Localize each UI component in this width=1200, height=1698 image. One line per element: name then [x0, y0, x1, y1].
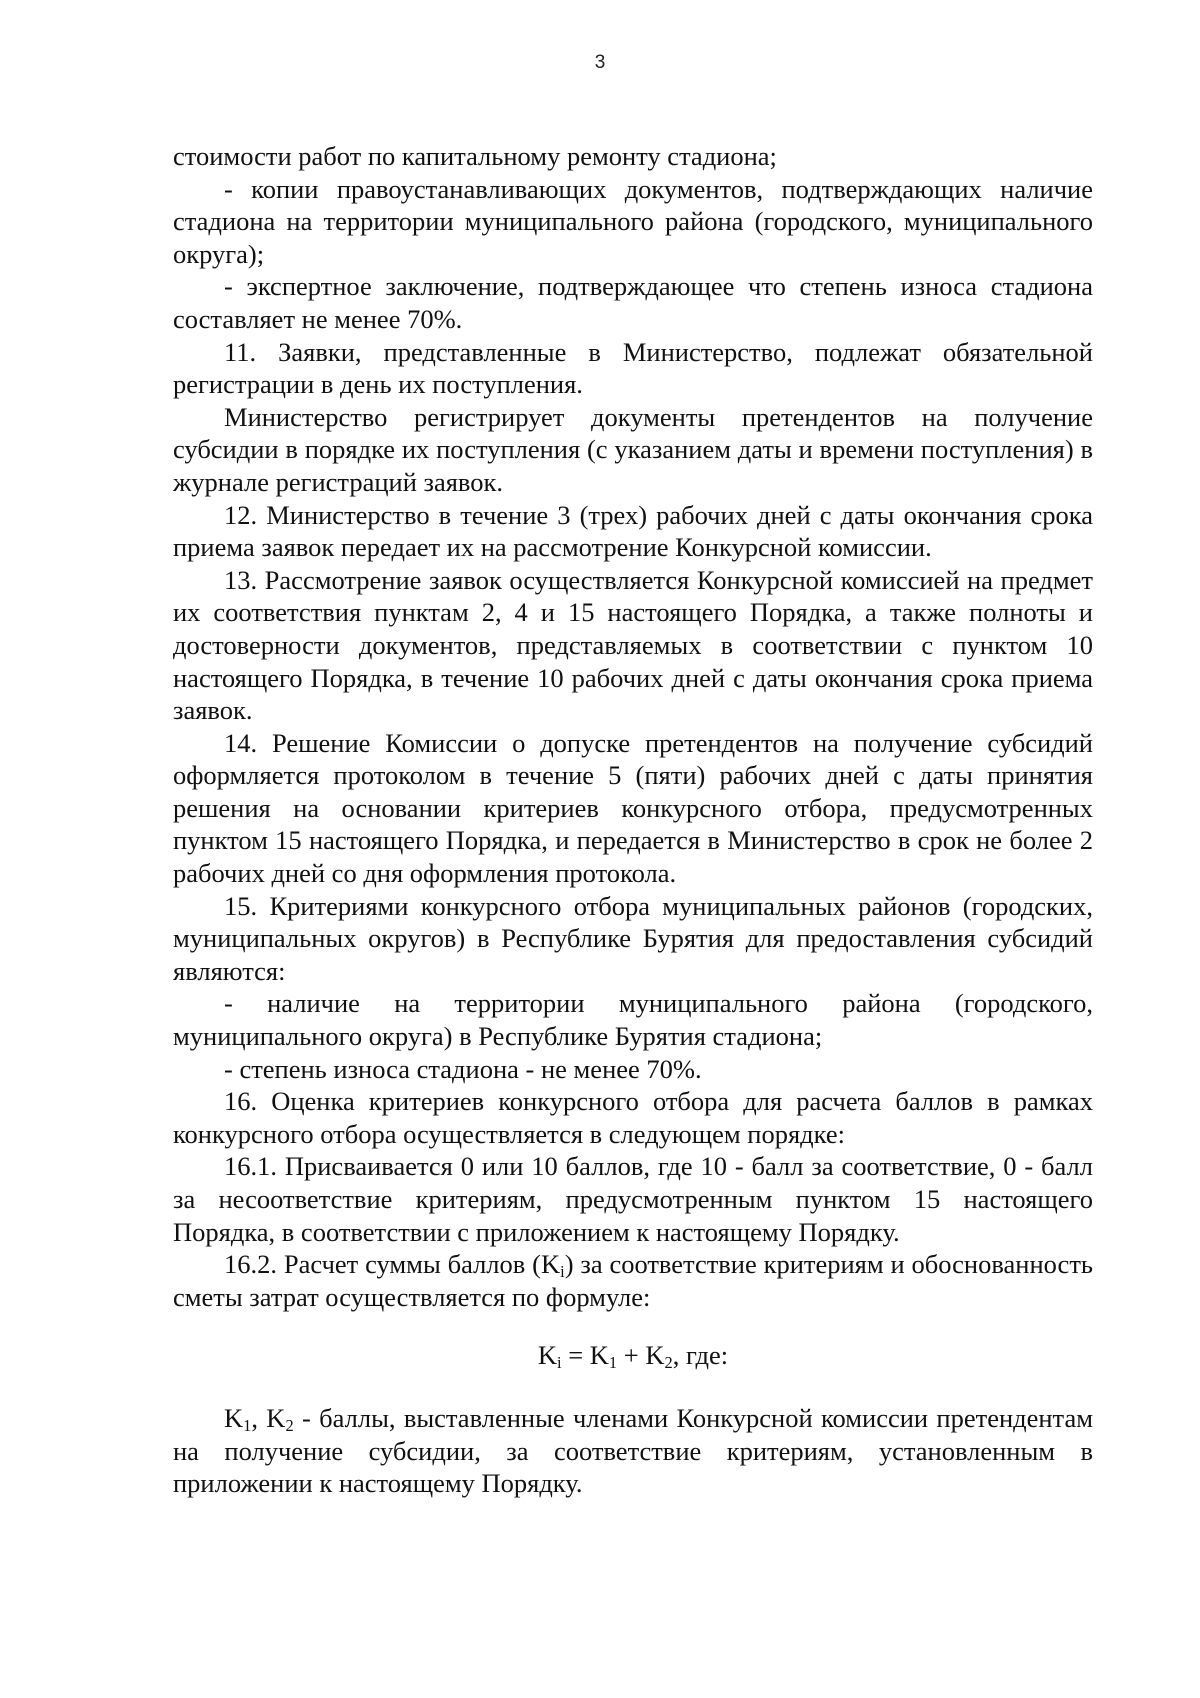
paragraph-16-1: 16.1. Присваивается 0 или 10 баллов, где 10 - балл за соответствие, 0 - балл за несоответствие критериям, предусмотренным пунктом 15 настоящего Порядка, в соответствии с приложением к настоящему Порядку.	[173, 1151, 1093, 1247]
paragraph-15-criterion-wear: - степень износа стадиона - не менее 70%.	[224, 1053, 702, 1084]
subscript-i: i	[560, 1262, 565, 1282]
paragraph-expert-conclusion: - экспертное заключение, подтверждающее что степень износа стадиона составляет не менее 70%.	[173, 271, 1093, 334]
paragraph-16-2	[173, 1248, 1093, 1313]
paragraph-14: 14. Решение Комиссии о допуске претендентов на получение субсидий оформляется протоколом в течение 5 (пяти) рабочих дней с даты принятия решения на основании критериев конкурсного отбора, предусмотренных пунктом 15 настоящего Порядка, и передается в Министерство в срок не более 2 рабочих дней со дня оформления протокола.	[173, 727, 1093, 889]
paragraph-16-2-after: ) за соответствие критериям и обоснованность сметы затрат осуществляется по формуле:	[173, 1249, 1093, 1312]
paragraph-16-2-before: 16.2. Расчет суммы баллов (K	[224, 1249, 561, 1280]
formula: $K_i = K_1 + K_2$, где:	[537, 1340, 729, 1373]
paragraph-copies-documents: - копии правоустанавливающих документов, подтверждающих наличие стадиона на территории муниципального района (городского, муниципального округа);	[173, 173, 1093, 269]
paragraph-11: 11. Заявки, представленные в Министерство, подлежат обязательной регистрации в день их поступления.	[173, 336, 1093, 400]
paragraph-13: 13. Рассмотрение заявок осуществляется Конкурсной комиссией на предмет их соответствия пунктам 2, 4 и 15 настоящего Порядка, а также полноты и достоверности документов, представляемых в соответствии с пунктом 10 настоящего Порядка, в течение 10 рабочих дней с даты окончания срока приема заявок.	[173, 564, 1093, 726]
paragraph-16: 16. Оценка критериев конкурсного отбора для расчета баллов в рамках конкурсного отбора осуществляется в следующем порядке:	[173, 1086, 1093, 1149]
paragraph-15: 15. Критериями конкурсного отбора муниципальных районов (городских, муниципальных округов) в Республике Бурятия для предоставления субсидий являются:	[173, 890, 1093, 986]
paragraph-continuation: стоимости работ по капитальному ремонту стадиона;	[173, 141, 777, 171]
paragraph-15-criterion-stadium: - наличие на территории муниципального района (городского, муниципального округа) в Республике Бурятия стадиона;	[173, 988, 1093, 1052]
paragraph-formula-explanation: $K_1$, $K_2$ - баллы, выставленные членами Конкурсной комиссии претендентам на получение субсидии, за соответствие критериям, установленным в приложении к настоящему Порядку.	[173, 1402, 1093, 1499]
paragraph-12: 12. Министерство в течение 3 (трех) рабочих дней с даты окончания срока приема заявок передает их на рассмотрение Конкурсной комиссии.	[173, 499, 1093, 563]
paragraph-11-registration: Министерство регистрирует документы претендентов на получение субсидии в порядке их поступления (с указанием даты и времени поступления) в журнале регистраций заявок.	[173, 401, 1093, 497]
page-number: 3	[594, 52, 606, 73]
document-body	[173, 140, 1093, 1500]
